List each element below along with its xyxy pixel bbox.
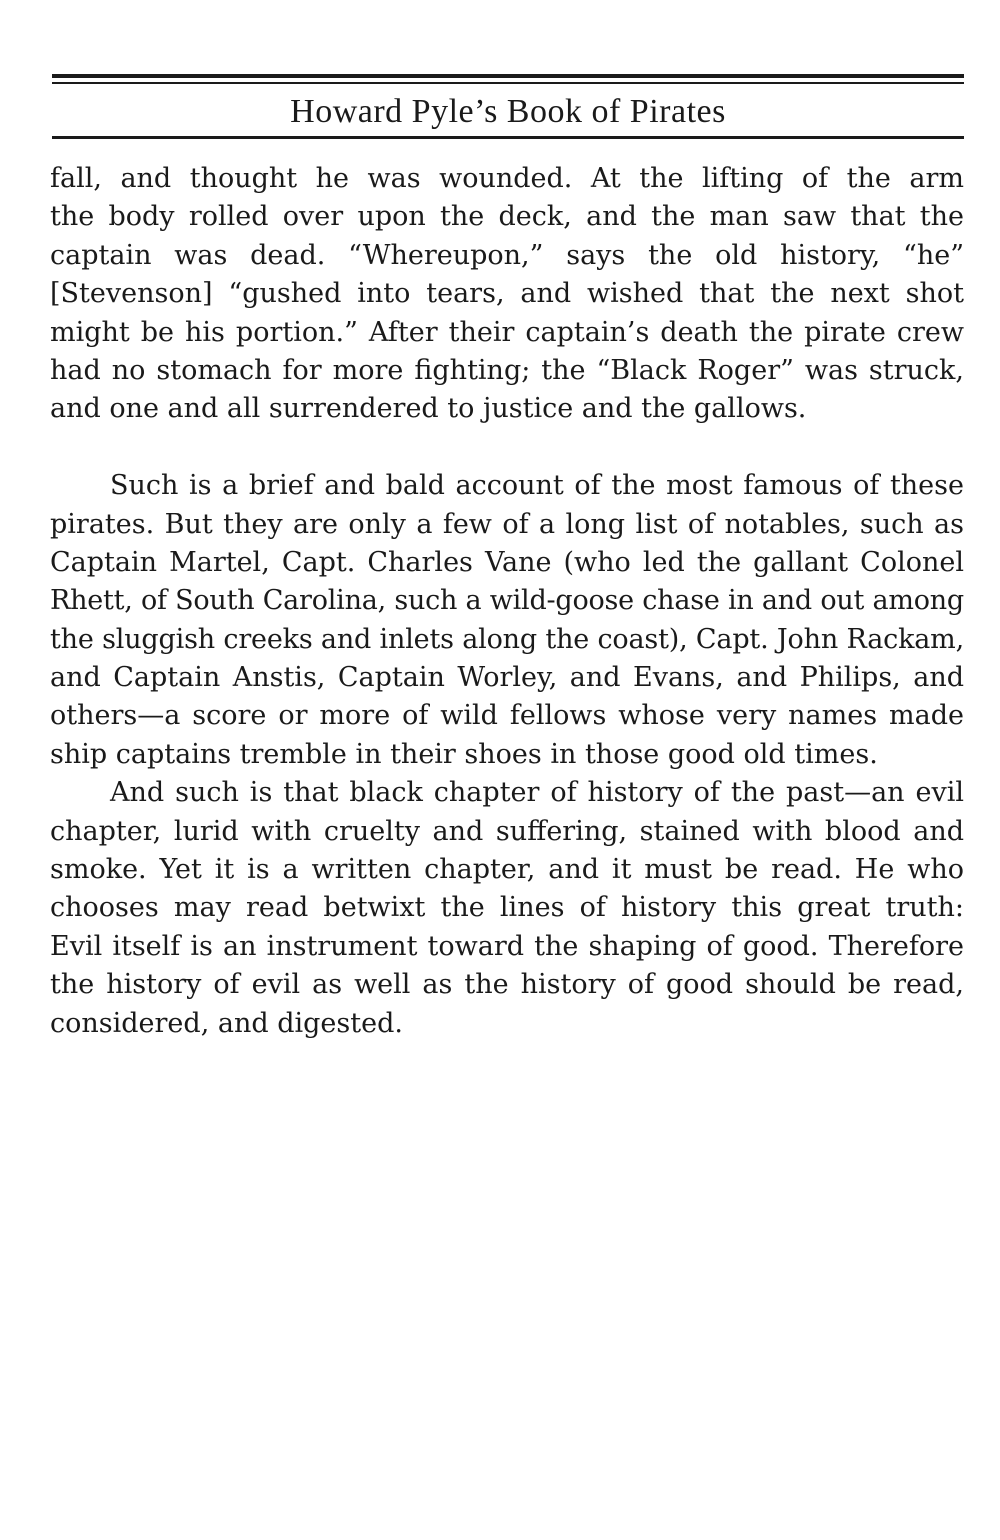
text-line: [Stevenson] “gushed into tears, and wished that the next shot: [50, 278, 964, 310]
text-line: captain was dead. “Whereupon,” says the old history, “he”: [50, 239, 964, 271]
body-text: [50, 160, 964, 1043]
text-line: the body rolled over upon the deck, and the man saw that the: [50, 201, 964, 233]
text-line: Rhett, of South Carolina, such a wild-goose chase in and out among: [50, 585, 964, 617]
header-rule-top-thick: [52, 74, 964, 78]
paragraph-notables: [50, 467, 964, 774]
text-line: might be his portion.” After their captain’s death the pirate crew: [50, 316, 964, 348]
text-line: Captain Martel, Capt. Charles Vane (who led the gallant Colonel: [50, 546, 964, 578]
text-line: ship captains tremble in their shoes in those good old times.: [50, 738, 878, 770]
text-line: the sluggish creeks and inlets along the coast), Capt. John Rackam,: [50, 623, 965, 655]
paragraph-spacer: [50, 429, 964, 467]
text-line: chapter, lurid with cruelty and suffering, stained with blood and: [50, 815, 964, 847]
text-line: chooses may read betwixt the lines of history this great truth:: [50, 892, 964, 924]
text-line: and Captain Anstis, Captain Worley, and Evans, and Philips, and: [50, 662, 964, 694]
text-line: Such is a brief and bald account of the most famous of these: [110, 470, 964, 502]
text-line: the history of evil as well as the history of good should be read,: [50, 969, 964, 1001]
paragraph-continuation: [50, 160, 964, 429]
text-line: others—a score or more of wild fellows whose very names made: [50, 700, 964, 732]
text-line: considered, and digested.: [50, 1007, 403, 1039]
text-line: had no stomach for more fighting; the “Black Roger” was struck,: [50, 354, 964, 386]
text-line: fall, and thought he was wounded. At the lifting of the arm: [50, 163, 964, 194]
text-line: smoke. Yet it is a written chapter, and it must be read. He who: [50, 854, 964, 886]
text-line: and one and all surrendered to justice and the gallows.: [50, 393, 807, 425]
text-line: Evil itself is an instrument toward the shaping of good. Therefore: [50, 930, 964, 962]
paragraph-conclusion: [50, 774, 964, 1043]
text-line: And such is that black chapter of history of the past—an evil: [110, 777, 964, 809]
header-rule-top-thin: [52, 82, 964, 84]
running-head-title: Howard Pyle’s Book of Pirates: [290, 93, 726, 130]
header-rule-bottom: [52, 136, 964, 139]
text-line: pirates. But they are only a few of a long list of notables, such as: [50, 508, 964, 540]
